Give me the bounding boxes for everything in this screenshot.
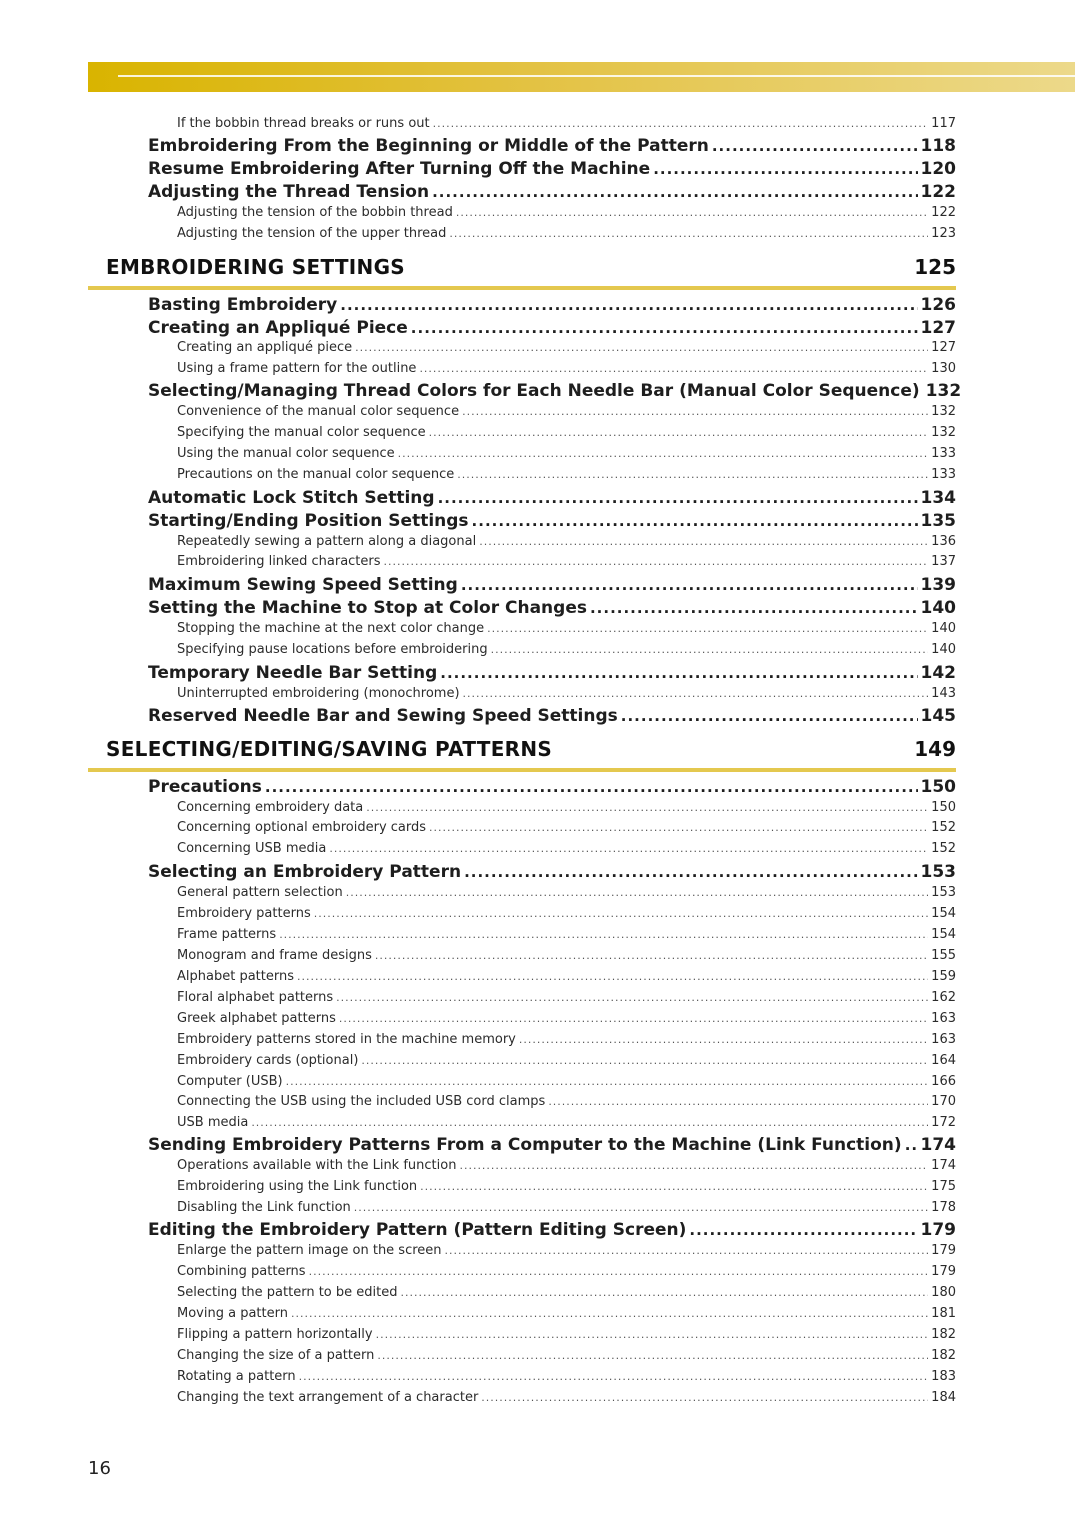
dot-leader bbox=[299, 1370, 929, 1383]
toc-entry-title: Embroidery cards (optional) bbox=[177, 1053, 359, 1068]
toc-entry-page: 154 bbox=[931, 927, 956, 942]
toc-entry-page: 130 bbox=[931, 361, 956, 376]
toc-subentry[interactable] bbox=[177, 1094, 956, 1114]
toc-subentry[interactable] bbox=[177, 1327, 956, 1347]
toc-subentry[interactable] bbox=[177, 621, 956, 641]
dot-leader bbox=[653, 160, 917, 178]
toc-entry-title: Setting the Machine to Stop at Color Changes bbox=[148, 598, 587, 618]
toc-entry-title: Convenience of the manual color sequence bbox=[177, 404, 460, 419]
toc-entry-page: 152 bbox=[931, 820, 956, 835]
toc-entry-title: Enlarge the pattern image on the screen bbox=[177, 1243, 442, 1258]
dot-leader bbox=[491, 643, 929, 656]
toc-entry-title: Moving a pattern bbox=[177, 1306, 288, 1321]
dot-leader bbox=[459, 1159, 928, 1172]
toc-section-heading[interactable] bbox=[106, 255, 956, 285]
toc-entry-page: 118 bbox=[920, 136, 956, 156]
toc-entry-title: Basting Embroidery bbox=[148, 295, 338, 315]
dot-leader bbox=[291, 1307, 928, 1320]
dot-leader bbox=[411, 319, 918, 337]
toc-entry-title: Computer (USB) bbox=[177, 1074, 283, 1089]
toc-entry-page: 126 bbox=[920, 295, 956, 315]
dot-leader bbox=[548, 1095, 928, 1108]
dot-leader bbox=[479, 535, 928, 548]
dot-leader bbox=[384, 555, 929, 568]
toc-subentry[interactable] bbox=[177, 1053, 956, 1073]
toc-entry-page: 172 bbox=[931, 1115, 956, 1130]
toc-entry[interactable] bbox=[148, 575, 956, 598]
toc-entry-page: 153 bbox=[920, 862, 956, 882]
toc-entry-title: Uninterrupted embroidering (monochrome) bbox=[177, 686, 460, 701]
toc-entry-title: Embroidery patterns bbox=[177, 906, 311, 921]
toc-subentry[interactable] bbox=[177, 969, 956, 989]
dot-leader bbox=[346, 886, 928, 899]
toc-entry-title: Adjusting the tension of the upper thread bbox=[177, 226, 447, 241]
toc-entry-page: 182 bbox=[931, 1348, 956, 1363]
dot-leader bbox=[457, 468, 928, 481]
dot-leader bbox=[462, 405, 928, 418]
toc-section-page: 149 bbox=[914, 737, 956, 761]
toc-entry[interactable] bbox=[148, 862, 956, 885]
toc-entry[interactable] bbox=[148, 1135, 956, 1158]
dot-leader bbox=[329, 842, 928, 855]
toc-entry-page: 152 bbox=[931, 841, 956, 856]
toc-entry-title: Frame patterns bbox=[177, 927, 277, 942]
toc-entry-page: 122 bbox=[931, 205, 956, 220]
toc-entry-title: Resume Embroidering After Turning Off the Machine bbox=[148, 159, 651, 179]
toc-entry-page: 122 bbox=[920, 182, 956, 202]
dot-leader bbox=[398, 447, 929, 460]
toc-section-heading[interactable] bbox=[106, 737, 956, 767]
toc-entry-page: 127 bbox=[931, 340, 956, 355]
toc-entry[interactable] bbox=[148, 706, 956, 729]
toc-subentry[interactable] bbox=[177, 554, 956, 574]
toc-entry-page: 132 bbox=[931, 404, 956, 419]
toc-subentry[interactable] bbox=[177, 1285, 956, 1305]
toc-subentry[interactable] bbox=[177, 1179, 956, 1199]
toc-entry-title: Changing the text arrangement of a character bbox=[177, 1390, 479, 1405]
toc-entry-title: Stopping the machine at the next color change bbox=[177, 621, 485, 636]
toc-subentry[interactable] bbox=[177, 885, 956, 905]
toc-subentry[interactable] bbox=[177, 948, 956, 968]
toc-entry[interactable] bbox=[148, 488, 956, 511]
toc-entry-title: USB media bbox=[177, 1115, 249, 1130]
dot-leader bbox=[340, 296, 917, 314]
toc-entry-page: 134 bbox=[920, 488, 956, 508]
dot-leader bbox=[433, 117, 929, 130]
toc-entry-title: Creating an Appliqué Piece bbox=[148, 318, 408, 338]
toc-entry-page: 127 bbox=[920, 318, 956, 338]
toc-subentry[interactable] bbox=[177, 1074, 956, 1094]
toc-entry-title: Using a frame pattern for the outline bbox=[177, 361, 417, 376]
toc-subentry[interactable] bbox=[177, 820, 956, 840]
toc-entry-page: 142 bbox=[920, 663, 956, 683]
toc-entry-title: Concerning USB media bbox=[177, 841, 327, 856]
toc-entry-title: Selecting/Managing Thread Colors for Each Needle Bar (Manual Color Sequence) bbox=[148, 381, 920, 401]
dot-leader bbox=[361, 1054, 928, 1067]
toc-entry-page: 145 bbox=[920, 706, 956, 726]
toc-entry-title: Reserved Needle Bar and Sewing Speed Settings bbox=[148, 706, 618, 726]
toc-subentry[interactable] bbox=[177, 1243, 956, 1263]
toc-entry-page: 136 bbox=[931, 534, 956, 549]
toc-subentry[interactable] bbox=[177, 906, 956, 926]
toc-entry-title: Disabling the Link function bbox=[177, 1200, 351, 1215]
toc-entry-title: Specifying pause locations before embroidering bbox=[177, 642, 488, 657]
toc-entry[interactable] bbox=[148, 598, 956, 621]
toc-entry-page: 166 bbox=[931, 1074, 956, 1089]
toc-entry-title: Editing the Embroidery Pattern (Pattern Editing Screen) bbox=[148, 1220, 687, 1240]
toc-entry-title: Floral alphabet patterns bbox=[177, 990, 334, 1005]
toc-subentry[interactable] bbox=[177, 404, 956, 424]
toc-entry-title: Maximum Sewing Speed Setting bbox=[148, 575, 458, 595]
dot-leader bbox=[464, 863, 917, 881]
dot-leader bbox=[432, 183, 917, 201]
toc-subentry[interactable] bbox=[177, 446, 956, 466]
toc-entry[interactable] bbox=[148, 318, 956, 341]
dot-leader bbox=[438, 489, 918, 507]
dot-leader bbox=[297, 970, 928, 983]
toc-entry-page: 154 bbox=[931, 906, 956, 921]
dot-leader bbox=[279, 928, 928, 941]
toc-entry-title: Flipping a pattern horizontally bbox=[177, 1327, 373, 1342]
toc-entry-title: Specifying the manual color sequence bbox=[177, 425, 426, 440]
toc-subentry[interactable] bbox=[177, 1369, 956, 1389]
section-divider bbox=[88, 286, 956, 290]
toc-entry-page: 174 bbox=[931, 1158, 956, 1173]
toc-entry-page: 159 bbox=[931, 969, 956, 984]
dot-leader bbox=[440, 664, 917, 682]
dot-leader bbox=[449, 227, 928, 240]
dot-leader bbox=[472, 512, 918, 530]
toc-entry-page: 178 bbox=[931, 1200, 956, 1215]
toc-entry-page: 175 bbox=[931, 1179, 956, 1194]
toc-entry-page: 162 bbox=[931, 990, 956, 1005]
toc-entry-title: Changing the size of a pattern bbox=[177, 1348, 375, 1363]
toc-entry-title: Sending Embroidery Patterns From a Computer to the Machine (Link Function) bbox=[148, 1135, 902, 1155]
toc-entry[interactable] bbox=[148, 295, 956, 318]
toc-entry-page: 179 bbox=[931, 1243, 956, 1258]
toc-entry-title: Precautions bbox=[148, 777, 262, 797]
toc-subentry[interactable] bbox=[177, 1390, 956, 1410]
toc-subentry[interactable] bbox=[177, 1264, 956, 1284]
toc-subentry[interactable] bbox=[177, 1011, 956, 1031]
toc-entry-title: Concerning embroidery data bbox=[177, 800, 364, 815]
toc-entry[interactable] bbox=[148, 777, 956, 800]
toc-subentry[interactable] bbox=[177, 361, 956, 381]
toc-subentry[interactable] bbox=[177, 841, 956, 861]
dot-leader bbox=[905, 1136, 918, 1154]
toc-entry-page: 164 bbox=[931, 1053, 956, 1068]
toc-entry-page: 132 bbox=[925, 381, 962, 401]
toc-entry-page: 143 bbox=[931, 686, 956, 701]
dot-leader bbox=[420, 1180, 928, 1193]
toc-subentry[interactable] bbox=[177, 340, 956, 360]
toc-entry-title: Using the manual color sequence bbox=[177, 446, 395, 461]
toc-section-title: EMBROIDERING SETTINGS bbox=[106, 255, 405, 279]
dot-leader bbox=[429, 426, 929, 439]
dot-leader bbox=[400, 1286, 928, 1299]
toc-entry-page: 137 bbox=[931, 554, 956, 569]
toc-entry-page: 133 bbox=[931, 446, 956, 461]
toc-entry-page: 179 bbox=[931, 1264, 956, 1279]
toc-entry-title: Adjusting the Thread Tension bbox=[148, 182, 430, 202]
toc-entry-title: Greek alphabet patterns bbox=[177, 1011, 336, 1026]
toc-entry[interactable] bbox=[148, 136, 956, 159]
dot-leader bbox=[286, 1075, 929, 1088]
dot-leader bbox=[445, 1244, 929, 1257]
toc-entry-title: Combining patterns bbox=[177, 1264, 306, 1279]
dot-leader bbox=[376, 1328, 929, 1341]
dot-leader bbox=[265, 778, 918, 796]
toc-entry-title: Adjusting the tension of the bobbin thread bbox=[177, 205, 453, 220]
toc-entry-title: Embroidering From the Beginning or Middle of the Pattern bbox=[148, 136, 709, 156]
toc-entry-page: 163 bbox=[931, 1011, 956, 1026]
toc-subentry[interactable] bbox=[177, 1032, 956, 1052]
section-divider bbox=[88, 768, 956, 772]
toc-entry-page: 133 bbox=[931, 467, 956, 482]
toc-entry-title: Rotating a pattern bbox=[177, 1369, 296, 1384]
dot-leader bbox=[487, 622, 928, 635]
toc-entry-title: Creating an appliqué piece bbox=[177, 340, 353, 355]
toc-subentry[interactable] bbox=[177, 1115, 956, 1135]
toc-entry-page: 179 bbox=[920, 1220, 956, 1240]
toc-entry[interactable] bbox=[148, 663, 956, 686]
toc-subentry[interactable] bbox=[177, 642, 956, 662]
toc-entry-page: 155 bbox=[931, 948, 956, 963]
dot-leader bbox=[456, 206, 928, 219]
toc-subentry[interactable] bbox=[177, 990, 956, 1010]
page-number: 16 bbox=[88, 1458, 111, 1479]
dot-leader bbox=[355, 341, 928, 354]
toc-entry-page: 163 bbox=[931, 1032, 956, 1047]
toc-entry[interactable] bbox=[148, 1220, 956, 1243]
toc-entry-title: Temporary Needle Bar Setting bbox=[148, 663, 438, 683]
toc-section-title: SELECTING/EDITING/SAVING PATTERNS bbox=[106, 737, 553, 761]
toc-entry-title: Precautions on the manual color sequence bbox=[177, 467, 455, 482]
toc-entry-title: Selecting an Embroidery Pattern bbox=[148, 862, 462, 882]
dot-leader bbox=[339, 1012, 928, 1025]
toc-entry-page: 184 bbox=[931, 1390, 956, 1405]
toc-entry-page: 135 bbox=[920, 511, 956, 531]
toc-entry[interactable] bbox=[148, 182, 956, 205]
toc-entry-title: Selecting the pattern to be edited bbox=[177, 1285, 398, 1300]
dot-leader bbox=[621, 707, 918, 725]
dot-leader bbox=[354, 1201, 928, 1214]
toc-subentry[interactable] bbox=[177, 1348, 956, 1368]
toc-entry[interactable] bbox=[148, 511, 956, 534]
toc-subentry[interactable] bbox=[177, 425, 956, 445]
toc-entry-page: 140 bbox=[931, 621, 956, 636]
dot-leader bbox=[429, 821, 928, 834]
toc-subentry[interactable] bbox=[177, 116, 956, 136]
toc-entry-title: General pattern selection bbox=[177, 885, 343, 900]
toc-entry-title: Connecting the USB using the included USB cord clamps bbox=[177, 1094, 546, 1109]
dot-leader bbox=[251, 1116, 928, 1129]
toc-entry-page: 153 bbox=[931, 885, 956, 900]
toc-entry-page: 150 bbox=[920, 777, 956, 797]
toc-entry-page: 117 bbox=[931, 116, 956, 131]
toc-subentry[interactable] bbox=[177, 686, 956, 706]
dot-leader bbox=[463, 687, 929, 700]
toc-entry[interactable] bbox=[148, 159, 956, 182]
toc-entry-page: 139 bbox=[920, 575, 956, 595]
toc-entry[interactable] bbox=[148, 381, 962, 404]
toc-subentry[interactable] bbox=[177, 1158, 956, 1178]
toc-entry-page: 174 bbox=[920, 1135, 956, 1155]
toc-entry-page: 182 bbox=[931, 1327, 956, 1342]
dot-leader bbox=[689, 1221, 917, 1239]
toc-entry-page: 170 bbox=[931, 1094, 956, 1109]
toc-subentry[interactable] bbox=[177, 927, 956, 947]
toc-subentry[interactable] bbox=[177, 800, 956, 820]
toc-entry-title: Repeatedly sewing a pattern along a diagonal bbox=[177, 534, 477, 549]
dot-leader bbox=[366, 801, 928, 814]
toc-entry-title: Automatic Lock Stitch Setting bbox=[148, 488, 435, 508]
toc-subentry[interactable] bbox=[177, 534, 956, 554]
toc-entry-title: Alphabet patterns bbox=[177, 969, 294, 984]
toc-entry-page: 140 bbox=[920, 598, 956, 618]
toc-entry-title: Embroidering using the Link function bbox=[177, 1179, 418, 1194]
dot-leader bbox=[314, 907, 928, 920]
toc-subentry[interactable] bbox=[177, 205, 956, 225]
toc-entry-page: 180 bbox=[931, 1285, 956, 1300]
toc-subentry[interactable] bbox=[177, 1306, 956, 1326]
toc-subentry[interactable] bbox=[177, 226, 956, 246]
toc-entry-page: 140 bbox=[931, 642, 956, 657]
dot-leader bbox=[377, 1349, 928, 1362]
toc-entry-title: Operations available with the Link function bbox=[177, 1158, 457, 1173]
toc-entry-page: 123 bbox=[931, 226, 956, 241]
dot-leader bbox=[419, 362, 928, 375]
toc-section-page: 125 bbox=[914, 255, 956, 279]
toc-entry-title: Concerning optional embroidery cards bbox=[177, 820, 427, 835]
toc-entry-page: 181 bbox=[931, 1306, 956, 1321]
dot-leader bbox=[712, 137, 918, 155]
dot-leader bbox=[461, 576, 918, 594]
toc-entry-page: 183 bbox=[931, 1369, 956, 1384]
toc-subentry[interactable] bbox=[177, 467, 956, 487]
toc-entry-title: Starting/Ending Position Settings bbox=[148, 511, 469, 531]
dot-leader bbox=[336, 991, 928, 1004]
dot-leader bbox=[375, 949, 928, 962]
toc-entry-title: If the bobbin thread breaks or runs out bbox=[177, 116, 430, 131]
dot-leader bbox=[481, 1391, 928, 1404]
dot-leader bbox=[309, 1265, 929, 1278]
dot-leader bbox=[519, 1033, 928, 1046]
toc-entry-page: 150 bbox=[931, 800, 956, 815]
toc-entry-title: Monogram and frame designs bbox=[177, 948, 372, 963]
toc-entry-title: Embroidery patterns stored in the machine memory bbox=[177, 1032, 516, 1047]
toc-entry-title: Embroidering linked characters bbox=[177, 554, 381, 569]
toc-entry-page: 132 bbox=[931, 425, 956, 440]
dot-leader bbox=[590, 599, 918, 617]
toc-subentry[interactable] bbox=[177, 1200, 956, 1220]
toc-entry-page: 120 bbox=[920, 159, 956, 179]
